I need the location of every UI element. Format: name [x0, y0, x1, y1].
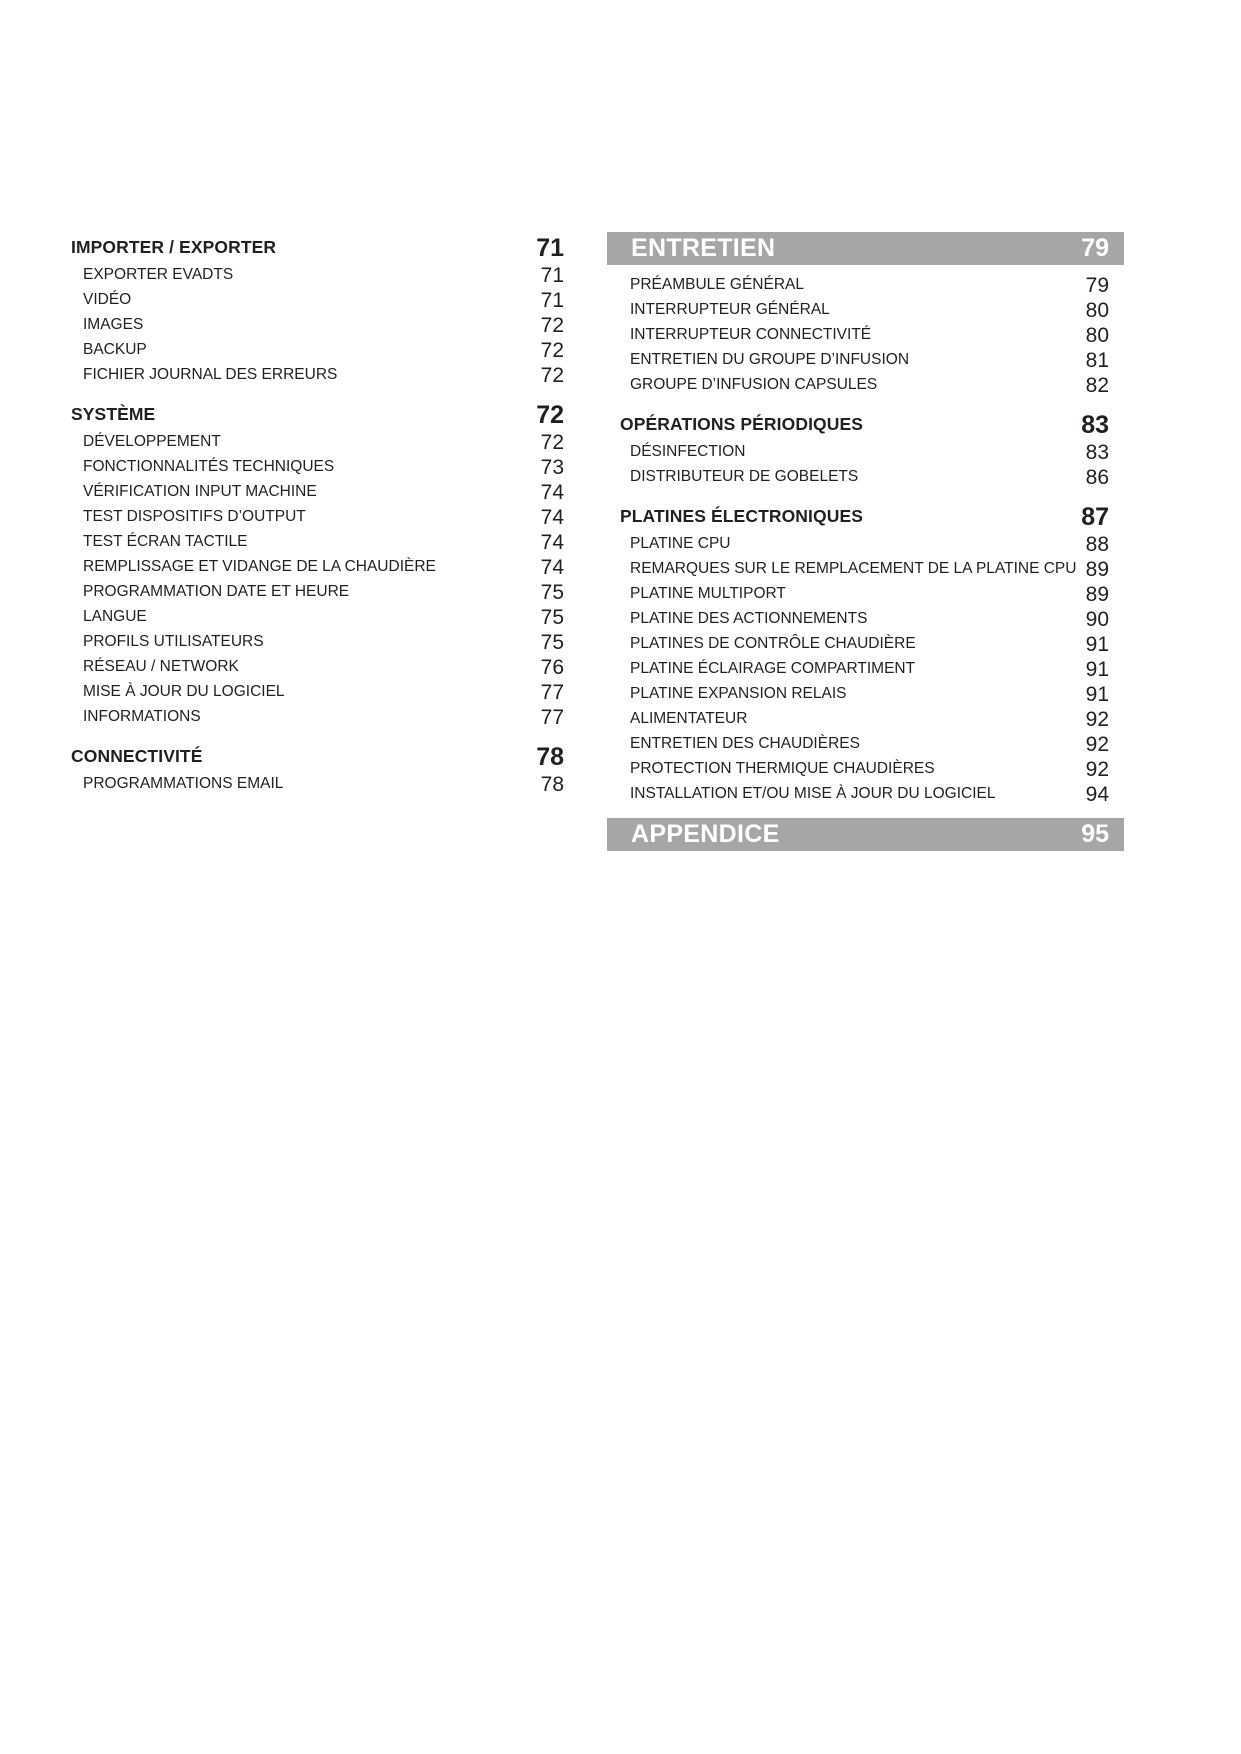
toc-section-entretien-items: [620, 271, 1109, 396]
toc-entry[interactable]: [620, 296, 1109, 321]
toc-entry[interactable]: [71, 336, 564, 361]
entry-label: DÉSINFECTION: [630, 443, 746, 460]
entry-page-number: 83: [1085, 441, 1109, 464]
entry-page-number: 72: [540, 314, 564, 337]
toc-section-systeme: [71, 399, 564, 728]
toc-entry[interactable]: [620, 321, 1109, 346]
entry-label: INFORMATIONS: [83, 708, 201, 725]
toc-section-importer-exporter: [71, 232, 564, 386]
entry-page-number: 74: [540, 481, 564, 504]
entry-label: FONCTIONNALITÉS TECHNIQUES: [83, 458, 335, 475]
toc-entry[interactable]: [71, 286, 564, 311]
entry-page-number: 75: [540, 606, 564, 629]
toc-entry[interactable]: [620, 580, 1109, 605]
entry-page-number: 94: [1085, 783, 1109, 806]
toc-section-heading[interactable]: [620, 409, 1109, 438]
entry-page-number: 74: [540, 556, 564, 579]
section-page-number: 78: [536, 743, 564, 771]
toc-entry[interactable]: [620, 530, 1109, 555]
entry-label: BACKUP: [83, 341, 147, 358]
section-page-number: 71: [536, 234, 564, 262]
entry-page-number: 75: [540, 581, 564, 604]
entry-label: ALIMENTATEUR: [630, 710, 748, 727]
entry-label: PROGRAMMATIONS EMAIL: [83, 775, 284, 792]
entry-label: PROFILS UTILISATEURS: [83, 633, 264, 650]
entry-page-number: 86: [1085, 466, 1109, 489]
toc-section-heading[interactable]: [71, 741, 564, 770]
entry-page-number: 90: [1085, 608, 1109, 631]
toc-entry[interactable]: [620, 346, 1109, 371]
toc-entry[interactable]: [71, 503, 564, 528]
section-title: IMPORTER / EXPORTER: [71, 237, 277, 257]
toc-entry[interactable]: [71, 678, 564, 703]
toc-entry[interactable]: [71, 553, 564, 578]
toc-entry[interactable]: [620, 463, 1109, 488]
entry-label: DISTRIBUTEUR DE GOBELETS: [630, 468, 859, 485]
entry-label: RÉSEAU / NETWORK: [83, 658, 239, 675]
toc-entry[interactable]: [71, 361, 564, 386]
entry-label: INSTALLATION ET/OU MISE À JOUR DU LOGICIEL: [630, 785, 996, 802]
toc-entry[interactable]: [620, 730, 1109, 755]
entry-label: VÉRIFICATION INPUT MACHINE: [83, 483, 317, 500]
toc-entry[interactable]: [620, 271, 1109, 296]
toc-entry[interactable]: [620, 371, 1109, 396]
entry-label: PLATINES DE CONTRÔLE CHAUDIÈRE: [630, 635, 916, 652]
toc-section-platines-electroniques: [620, 501, 1109, 805]
entry-page-number: 80: [1085, 299, 1109, 322]
entry-label: EXPORTER EVADTS: [83, 266, 234, 283]
entry-page-number: 76: [540, 656, 564, 679]
entry-label: REMPLISSAGE ET VIDANGE DE LA CHAUDIÈRE: [83, 558, 436, 575]
toc-entry[interactable]: [71, 428, 564, 453]
toc-section-connectivite: [71, 741, 564, 795]
entry-page-number: 74: [540, 531, 564, 554]
entry-label: VIDÉO: [83, 291, 132, 308]
toc-entry[interactable]: [71, 311, 564, 336]
toc-entry[interactable]: [71, 603, 564, 628]
entry-page-number: 92: [1085, 708, 1109, 731]
entry-page-number: 79: [1085, 274, 1109, 297]
toc-section-operations-periodiques: [620, 409, 1109, 488]
entry-label: MISE À JOUR DU LOGICIEL: [83, 683, 285, 700]
toc-entry[interactable]: [71, 261, 564, 286]
entry-page-number: 82: [1085, 374, 1109, 397]
toc-entry[interactable]: [620, 755, 1109, 780]
toc-entry[interactable]: [71, 453, 564, 478]
entry-page-number: 77: [540, 681, 564, 704]
toc-entry[interactable]: [620, 705, 1109, 730]
entry-page-number: 92: [1085, 733, 1109, 756]
entry-label: PLATINE CPU: [630, 535, 731, 552]
entry-page-number: 73: [540, 456, 564, 479]
toc-entry[interactable]: [620, 438, 1109, 463]
entry-label: LANGUE: [83, 608, 147, 625]
toc-entry[interactable]: [71, 703, 564, 728]
toc-entry[interactable]: [620, 630, 1109, 655]
entry-page-number: 74: [540, 506, 564, 529]
entry-page-number: 78: [540, 773, 564, 796]
section-page-number: 72: [536, 401, 564, 429]
entry-label: PRÉAMBULE GÉNÉRAL: [630, 276, 804, 293]
entry-label: TEST DISPOSITIFS D’OUTPUT: [83, 508, 306, 525]
entry-label: PLATINE MULTIPORT: [630, 585, 786, 602]
entry-page-number: 91: [1085, 658, 1109, 681]
toc-entry[interactable]: [620, 655, 1109, 680]
entry-page-number: 72: [540, 364, 564, 387]
entry-label: PLATINE DES ACTIONNEMENTS: [630, 610, 868, 627]
entry-page-number: 81: [1085, 349, 1109, 372]
section-page-number: 87: [1081, 503, 1109, 531]
entry-label: GROUPE D’INFUSION CAPSULES: [630, 376, 878, 393]
toc-entry[interactable]: [71, 770, 564, 795]
entry-page-number: 92: [1085, 758, 1109, 781]
toc-entry[interactable]: [620, 780, 1109, 805]
entry-label: PLATINE ÉCLAIRAGE COMPARTIMENT: [630, 660, 916, 677]
chapter-title: ENTRETIEN: [631, 234, 776, 262]
entry-page-number: 88: [1085, 533, 1109, 556]
entry-page-number: 91: [1085, 633, 1109, 656]
entry-label: INTERRUPTEUR CONNECTIVITÉ: [630, 326, 872, 343]
section-page-number: 83: [1081, 411, 1109, 439]
entry-page-number: 75: [540, 631, 564, 654]
toc-entry[interactable]: [71, 578, 564, 603]
entry-label: PROTECTION THERMIQUE CHAUDIÈRES: [630, 760, 935, 777]
toc-entry[interactable]: [620, 605, 1109, 630]
entry-label: INTERRUPTEUR GÉNÉRAL: [630, 301, 830, 318]
section-title: CONNECTIVITÉ: [71, 746, 203, 766]
toc-entry[interactable]: [620, 555, 1109, 580]
toc-entry[interactable]: [71, 653, 564, 678]
entry-label: ENTRETIEN DU GROUPE D’INFUSION: [630, 351, 910, 368]
toc-entry[interactable]: [71, 628, 564, 653]
chapter-band-appendice[interactable]: [607, 818, 1124, 851]
entry-label: PLATINE EXPANSION RELAIS: [630, 685, 847, 702]
entry-page-number: 71: [540, 264, 564, 287]
entry-page-number: 71: [540, 289, 564, 312]
entry-label: ENTRETIEN DES CHAUDIÈRES: [630, 735, 860, 752]
entry-page-number: 80: [1085, 324, 1109, 347]
toc-section-heading[interactable]: [71, 399, 564, 428]
section-title: PLATINES ÉLECTRONIQUES: [620, 506, 864, 526]
toc-left-column: [71, 232, 564, 808]
chapter-page-number: 95: [1081, 820, 1109, 848]
entry-page-number: 89: [1085, 583, 1109, 606]
entry-label: IMAGES: [83, 316, 144, 333]
toc-entry[interactable]: [71, 478, 564, 503]
entry-page-number: 89: [1085, 558, 1109, 581]
entry-label: DÉVELOPPEMENT: [83, 433, 221, 450]
toc-right-column: [607, 232, 1124, 851]
toc-section-heading[interactable]: [620, 501, 1109, 530]
toc-section-heading[interactable]: [71, 232, 564, 261]
chapter-page-number: 79: [1081, 234, 1109, 262]
toc-entry[interactable]: [620, 680, 1109, 705]
entry-page-number: 91: [1085, 683, 1109, 706]
entry-label: PROGRAMMATION DATE ET HEURE: [83, 583, 350, 600]
chapter-band-entretien[interactable]: [607, 232, 1124, 265]
entry-page-number: 72: [540, 431, 564, 454]
entry-label: REMARQUES SUR LE REMPLACEMENT DE LA PLATINE CPU: [630, 560, 1077, 577]
toc-entry[interactable]: [71, 528, 564, 553]
chapter-title: APPENDICE: [631, 820, 780, 848]
entry-page-number: 72: [540, 339, 564, 362]
entry-label: FICHIER JOURNAL DES ERREURS: [83, 366, 338, 383]
entry-page-number: 77: [540, 706, 564, 729]
section-title: SYSTÈME: [71, 404, 156, 424]
entry-label: TEST ÉCRAN TACTILE: [83, 533, 248, 550]
section-title: OPÉRATIONS PÉRIODIQUES: [620, 414, 864, 434]
